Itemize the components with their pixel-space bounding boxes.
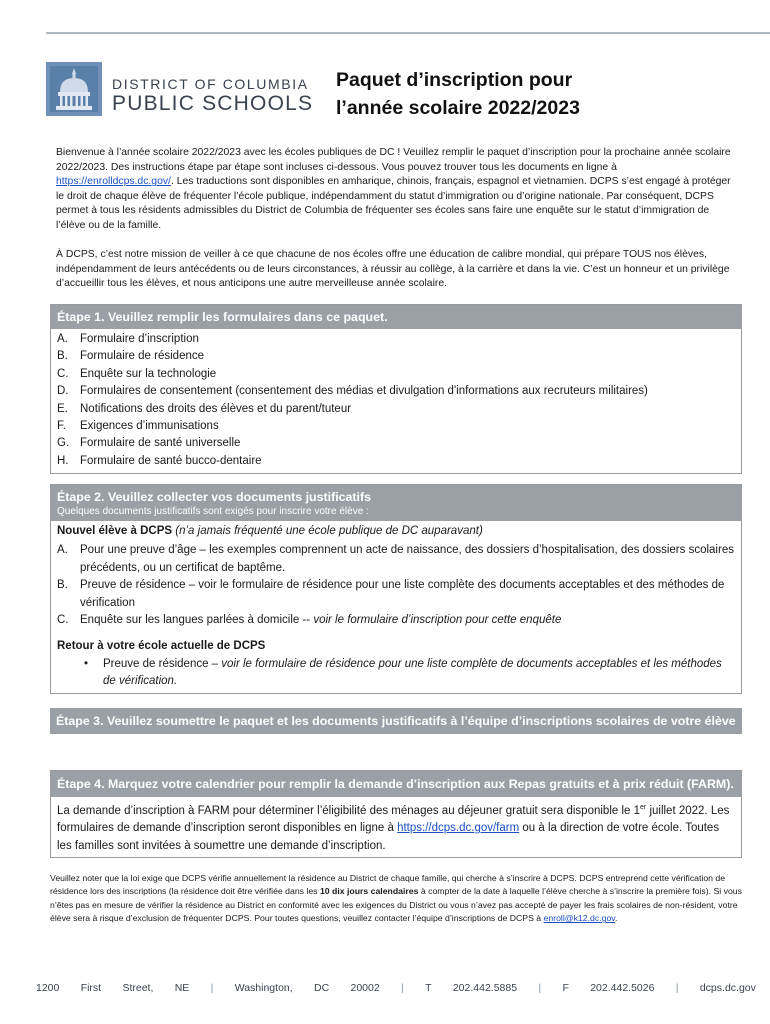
bullet-icon: • <box>84 657 89 670</box>
enroll-email-link[interactable]: enroll@k12.dc.gov <box>543 913 615 924</box>
step3-box <box>50 708 742 734</box>
footer-sep: | <box>401 982 404 994</box>
step2-returning <box>51 632 741 692</box>
intro-text-cont: . Les traductions sont disponibles en amharique, chinois, français, espagnol et vietnamien. DCPS s’est engagé à protéger le droit de chaque élève de fréquenter l’école publique, indépendamment du statut d’immigration ou d’origine nationale. Par conséquent, DCPS permet à tous les résidents admissibles du District de Columbia de fréquenter ses écoles sans faire une enquête sur le statut d’immigration de l’élève ou de la famille. <box>56 176 731 231</box>
list-item: G. Formulaire de santé universelle <box>57 437 241 450</box>
enroll-link[interactable]: https://enrolldcps.dc.gov/ <box>56 176 171 188</box>
footer-sep: | <box>538 982 542 994</box>
intro-text: Bienvenue à l’année scolaire 2022/2023 avec les écoles publiques de DC ! Veuillez remplir le paquet d’inscription pour la prochaine année scolaire 2022/2023. Des instructions étape par étape sont incluses ci-dessous. Vous pouvez trouver tous les documents en ligne à <box>56 147 731 173</box>
step2-title: Étape 2. Veuillez collecter vos documents justificatifs <box>57 490 372 504</box>
new-student-note: (n’a jamais fréquenté une école publique de DC auparavant) <box>175 525 483 537</box>
step2-box <box>50 484 742 694</box>
intro-paragraph-1 <box>56 146 736 234</box>
title-line1: Paquet d’inscription pour <box>336 69 573 91</box>
farm-link[interactable]: https://dcps.dc.gov/farm <box>397 822 520 835</box>
footer-quad: NE <box>174 982 190 994</box>
top-rule <box>46 32 770 34</box>
page-title <box>336 66 636 122</box>
list-item: D. Formulaires de consentement (consentement des médias et divulgation d'informations aux recruteurs militaires) <box>57 385 648 398</box>
footer-state: DC <box>314 982 330 994</box>
footer-sep: | <box>675 982 679 994</box>
footer-f-label: F <box>562 982 569 994</box>
list-item: F. Exigences d’immunisations <box>57 420 219 433</box>
step4-box <box>50 770 742 858</box>
footer-number: 1200 <box>36 982 60 994</box>
capitol-dome-icon <box>46 62 102 116</box>
footer-contact <box>36 982 756 994</box>
list-item: • Preuve de résidence – voir le formulaire de résidence pour une liste complète de documents acceptables et les méthodes de vérification. <box>84 657 722 688</box>
footer-city: Washington, <box>234 982 293 994</box>
list-item: C. Enquête sur la technologie <box>57 367 217 380</box>
footer-phone: 202.442.5885 <box>452 982 518 994</box>
dcps-logo <box>46 62 336 118</box>
step2-new-student <box>51 521 741 542</box>
list-item: B. Formulaire de résidence <box>57 350 205 363</box>
list-item: E. Notifications des droits des élèves et du parent/tuteur <box>57 402 352 415</box>
step2-subtitle: Quelques documents justificatifs sont exigés pour inscrire votre élève : <box>57 506 369 517</box>
list-item: A. Formulaire d’inscription <box>57 333 199 345</box>
intro-paragraph-2: À DCPS, c’est notre mission de veiller à ce que chacune de nos écoles offre une éducation de calibre mondial, qui prépare TOUS nos élèves, indépendamment de leurs antécédents ou de leurs circonstances, à réussir au collège, à la carrière et dans la vie. C’est un honneur et un privilège d’accueillir tous les élèves, et nous anticipons une autre merveilleuse année scolaire. <box>56 249 730 290</box>
logo-line1: DISTRICT OF COLUMBIA <box>112 76 309 92</box>
step1-header: Étape 1. Veuillez remplir les formulaires dans ce paquet. <box>51 305 741 329</box>
footer-website[interactable]: dcps.dc.gov <box>699 982 756 994</box>
step1-box <box>50 304 742 474</box>
footer-zip: 20002 <box>350 982 380 994</box>
list-item: A. Pour une preuve d’âge – les exemples comprennent un acte de naissance, des dossiers d’hospitalisation, des dossiers scolaires précédents, ou un certificat de baptême. <box>57 544 734 574</box>
title-line2: l’année scolaire 2022/2023 <box>336 97 580 119</box>
returning-label: Retour à votre école actuelle de DCPS <box>57 640 266 653</box>
list-item: B. Preuve de résidence – voir le formulaire de résidence pour une liste complète des documents acceptables et des méthodes de vérification <box>57 579 725 609</box>
step2-header <box>51 485 741 521</box>
footer-street1: First <box>80 982 102 994</box>
footer-t-label: T <box>425 982 432 994</box>
step2-list <box>51 542 741 632</box>
logo-line2: PUBLIC SCHOOLS <box>112 92 314 115</box>
residency-notice: Veuillez noter que la loi exige que DCPS vérifie annuellement la résidence au District de chaque famille, qui cherche à s’inscrire à DCPS. DCPS entreprend cette vérification de résidence lors des inscriptions (la résidence doit être vérifiée dans les 10 dix jours calendaires à compter de la date à laquelle l’élève cherche à s’inscrire la première fois). Si vous n’êtes pas en mesure de vérifier la résidence au District en conformité avec les exigences du District ou vous n’avez pas accepté de payer les frais scolaires de non-résident, votre élève sera à risque d’exclusion de fréquenter DCPS. Pour toutes questions, veuillez contacter l’équipe d’inscriptions de DCPS à enroll@k12.dc.gov. <box>50 873 742 924</box>
footer-sep: | <box>210 982 214 994</box>
step4-header: Étape 4. Marquez votre calendrier pour remplir la demande d’inscription aux Repas gratuits et à prix réduit (FARM). <box>51 771 741 797</box>
list-item: H. Formulaire de santé bucco-dentaire <box>57 454 262 467</box>
list-item: C. Enquête sur les langues parlées à domicile -- voir le formulaire d’inscription pour cette enquête <box>57 614 562 627</box>
step1-list <box>51 329 741 473</box>
footer-fax: 202.442.5026 <box>590 982 655 994</box>
step4-body: La demande d’inscription à FARM pour déterminer l’éligibilité des ménages au déjeuner gratuit sera disponible le 1er juillet 2022. Les formulaires de demande d’inscription seront disponibles en ligne à https://dcps.dc.gov/farm ou à la direction de votre école. Toutes les familles sont invitées à soumettre une demande d’inscription. <box>57 804 730 852</box>
step3-header: Étape 3. Veuillez soumettre le paquet et les documents justificatifs à l’équipe d’inscriptions scolaires de votre élève <box>50 708 742 734</box>
new-student-label: Nouvel élève à DCPS <box>57 525 173 537</box>
footer-street2: Street, <box>122 982 154 994</box>
